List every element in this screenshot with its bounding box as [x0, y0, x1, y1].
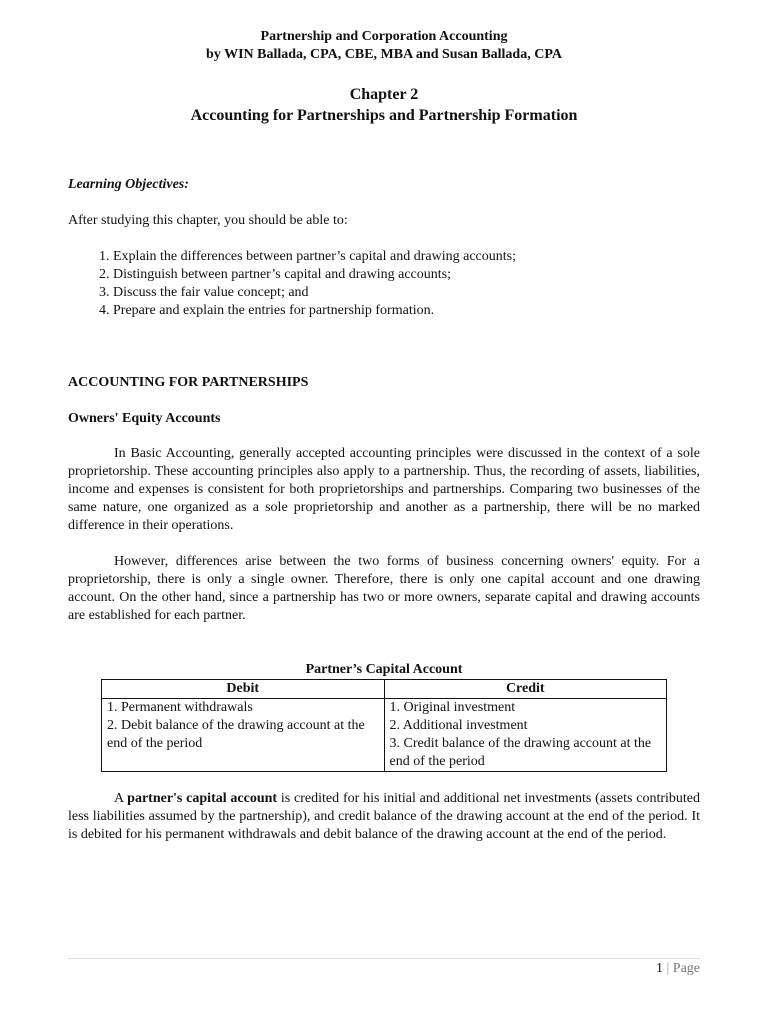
- closing-lead: A: [114, 791, 128, 806]
- chapter-title: Accounting for Partnerships and Partnership Formation: [190, 107, 578, 124]
- paragraph-1: In Basic Accounting, generally accepted accounting principles were discussed in the context of a sole proprietorship. These accounting principles also apply to a partnership. Thus, the recording of assets, liabilities, income and expenses is consistent for both proprietorships and partnerships. Comparing two businesses of the same nature, one organized as a sole proprietorship and another as a partnership, there will be no marked difference in their operations.: [68, 446, 700, 533]
- paragraph-2: However, differences arise between the two forms of business concerning owners' equity. For a proprietorship, there is only a single owner. Therefore, there is only one capital account and one drawing account. On the other hand, since a partnership has two or more owners, separate capital and drawing accounts are established for each partner.: [68, 554, 700, 623]
- section-subheading: Owners' Equity Accounts: [68, 411, 221, 426]
- book-title: Partnership and Corporation Accounting: [260, 29, 508, 44]
- debit-item: 2. Debit balance of the drawing account at the end of the period: [107, 718, 365, 751]
- debit-item: 1. Permanent withdrawals: [107, 700, 253, 715]
- book-authors: by WIN Ballada, CPA, CBE, MBA and Susan Ballada, CPA: [206, 47, 562, 62]
- footer-divider: [68, 958, 700, 959]
- objective-item: 1. Explain the differences between partner’s capital and drawing accounts;: [113, 248, 700, 266]
- objective-item: 3. Discuss the fair value concept; and: [113, 284, 700, 302]
- closing-rest: is credited for his initial and additional net investments (assets contributed less liabilities assumed by the partnership), and credit balance of the drawing account at the end of the period. It is debited for his permanent withdrawals and debit balance of the drawing account at the end of the period.: [68, 791, 700, 842]
- capital-account-term: partner's capital account: [127, 791, 278, 806]
- objectives-heading: Learning Objectives:: [68, 177, 189, 192]
- objective-item: 2. Distinguish between partner’s capital and drawing accounts;: [113, 266, 700, 284]
- debit-header: Debit: [102, 680, 385, 699]
- page-label: Page: [672, 961, 700, 976]
- page-number: 1: [655, 961, 663, 976]
- paragraph-3: [68, 790, 700, 844]
- credit-item: 3. Credit balance of the drawing account at the end of the period: [389, 736, 652, 769]
- credit-item: 2. Additional investment: [389, 718, 528, 733]
- document-page: [68, 28, 700, 844]
- credit-cell: [384, 699, 667, 772]
- debit-cell: [102, 699, 385, 772]
- objective-item: 4. Prepare and explain the entries for partnership formation.: [113, 302, 700, 320]
- capital-account-table: [101, 679, 667, 772]
- table-title: Partner’s Capital Account: [305, 662, 463, 677]
- objectives-intro: After studying this chapter, you should be able to:: [68, 213, 348, 228]
- footer-separator: |: [666, 961, 670, 976]
- credit-header: Credit: [384, 680, 667, 699]
- chapter-number: Chapter 2: [349, 86, 419, 103]
- section-heading: ACCOUNTING FOR PARTNERSHIPS: [68, 375, 309, 390]
- objectives-list: [68, 248, 700, 320]
- credit-item: 1. Original investment: [389, 700, 516, 715]
- page-footer: [656, 960, 700, 978]
